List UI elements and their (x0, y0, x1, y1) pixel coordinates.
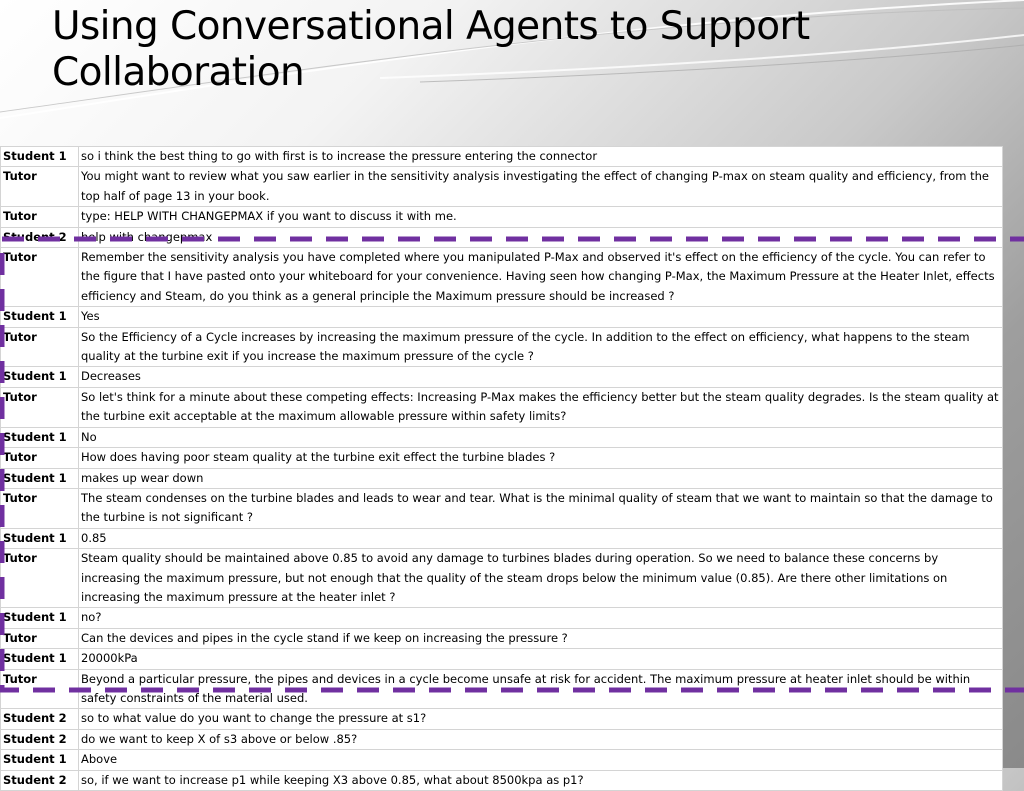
table-row (1, 167, 1003, 207)
table-row (1, 227, 1003, 247)
utterance-cell: Beyond a particular pressure, the pipes and devices in a cycle become unsafe at risk for accident. The maximum pressure at heater inlet should be within safety constraints of the material used. (79, 669, 1003, 709)
table-row (1, 729, 1003, 749)
table-row (1, 528, 1003, 548)
utterance-cell: 0.85 (79, 528, 1003, 548)
table-row (1, 649, 1003, 669)
table-row (1, 248, 1003, 307)
speaker-cell: Student 2 (1, 770, 79, 790)
speaker-cell: Tutor (1, 207, 79, 227)
utterance-cell: Yes (79, 307, 1003, 327)
speaker-cell: Student 1 (1, 528, 79, 548)
speaker-cell: Tutor (1, 488, 79, 528)
speaker-cell: Tutor (1, 669, 79, 709)
table-row (1, 147, 1003, 167)
table-row (1, 750, 1003, 770)
table-row (1, 628, 1003, 648)
utterance-cell: Steam quality should be maintained above 0.85 to avoid any damage to turbines blades during operation. So we need to balance these concerns by increasing the maximum pressure, but not enough that the quality of the steam drops below the minimum value (0.85). Are there other limitations on increasing the maximum pressure at the heater inlet ? (79, 549, 1003, 608)
utterance-cell: How does having poor steam quality at the turbine exit effect the turbine blades ? (79, 448, 1003, 468)
speaker-cell: Tutor (1, 549, 79, 608)
table-row (1, 669, 1003, 709)
utterance-cell: help with changepmax (79, 227, 1003, 247)
table-row (1, 367, 1003, 387)
utterance-cell: so to what value do you want to change the pressure at s1? (79, 709, 1003, 729)
table-row (1, 327, 1003, 367)
table-row (1, 207, 1003, 227)
dialogue-body (1, 147, 1003, 791)
table-row (1, 488, 1003, 528)
speaker-cell: Tutor (1, 167, 79, 207)
speaker-cell: Student 2 (1, 227, 79, 247)
speaker-cell: Student 1 (1, 427, 79, 447)
table-row (1, 468, 1003, 488)
utterance-cell: So the Efficiency of a Cycle increases by increasing the maximum pressure of the cycle. In addition to the effect on efficiency, what happens to the steam quality at the turbine exit if you increase the maximum pressure of the cycle ? (79, 327, 1003, 367)
speaker-cell: Tutor (1, 628, 79, 648)
speaker-cell: Tutor (1, 327, 79, 367)
speaker-cell: Student 1 (1, 147, 79, 167)
utterance-cell: Above (79, 750, 1003, 770)
speaker-cell: Student 2 (1, 729, 79, 749)
utterance-cell: No (79, 427, 1003, 447)
table-row (1, 709, 1003, 729)
utterance-cell: The steam condenses on the turbine blades and leads to wear and tear. What is the minimal quality of steam that we want to maintain so that the damage to the turbine is not significant ? (79, 488, 1003, 528)
speaker-cell: Student 1 (1, 608, 79, 628)
utterance-cell: 20000kPa (79, 649, 1003, 669)
table-row (1, 770, 1003, 790)
slide-title: Using Conversational Agents to Support Collaboration (52, 4, 810, 95)
utterance-cell: so i think the best thing to go with first is to increase the pressure entering the connector (79, 147, 1003, 167)
speaker-cell: Student 1 (1, 367, 79, 387)
utterance-cell: no? (79, 608, 1003, 628)
utterance-cell: Decreases (79, 367, 1003, 387)
utterance-cell: type: HELP WITH CHANGEPMAX if you want to discuss it with me. (79, 207, 1003, 227)
table-row (1, 307, 1003, 327)
dialogue-transcript (0, 146, 1002, 791)
utterance-cell: Can the devices and pipes in the cycle stand if we keep on increasing the pressure ? (79, 628, 1003, 648)
utterance-cell: So let's think for a minute about these competing effects: Increasing P-Max makes the efficiency better but the steam quality degrades. Is the steam quality at the turbine exit acceptable at the maximum allowable pressure within safety limits? (79, 387, 1003, 427)
speaker-cell: Student 1 (1, 307, 79, 327)
utterance-cell: makes up wear down (79, 468, 1003, 488)
table-row (1, 448, 1003, 468)
utterance-cell: do we want to keep X of s3 above or below .85? (79, 729, 1003, 749)
utterance-cell: Remember the sensitivity analysis you have completed where you manipulated P-Max and observed it's effect on the efficiency of the cycle. You can refer to the figure that I have pasted onto your whiteboard for your convenience. Having seen how changing P-Max, the Maximum Pressure at the Heater Inlet, effects efficiency and Steam, do you think as a general principle the Maximum pressure should be increased ? (79, 248, 1003, 307)
table-row (1, 549, 1003, 608)
speaker-cell: Tutor (1, 448, 79, 468)
table-row (1, 387, 1003, 427)
speaker-cell: Student 1 (1, 750, 79, 770)
speaker-cell: Student 2 (1, 709, 79, 729)
speaker-cell: Tutor (1, 248, 79, 307)
speaker-cell: Student 1 (1, 468, 79, 488)
table-row (1, 608, 1003, 628)
utterance-cell: so, if we want to increase p1 while keeping X3 above 0.85, what about 8500kpa as p1? (79, 770, 1003, 790)
speaker-cell: Tutor (1, 387, 79, 427)
utterance-cell: You might want to review what you saw earlier in the sensitivity analysis investigating the effect of changing P-max on steam quality and efficiency, from the top half of page 13 in your book. (79, 167, 1003, 207)
table-row (1, 427, 1003, 447)
speaker-cell: Student 1 (1, 649, 79, 669)
dialogue-table (0, 146, 1003, 791)
